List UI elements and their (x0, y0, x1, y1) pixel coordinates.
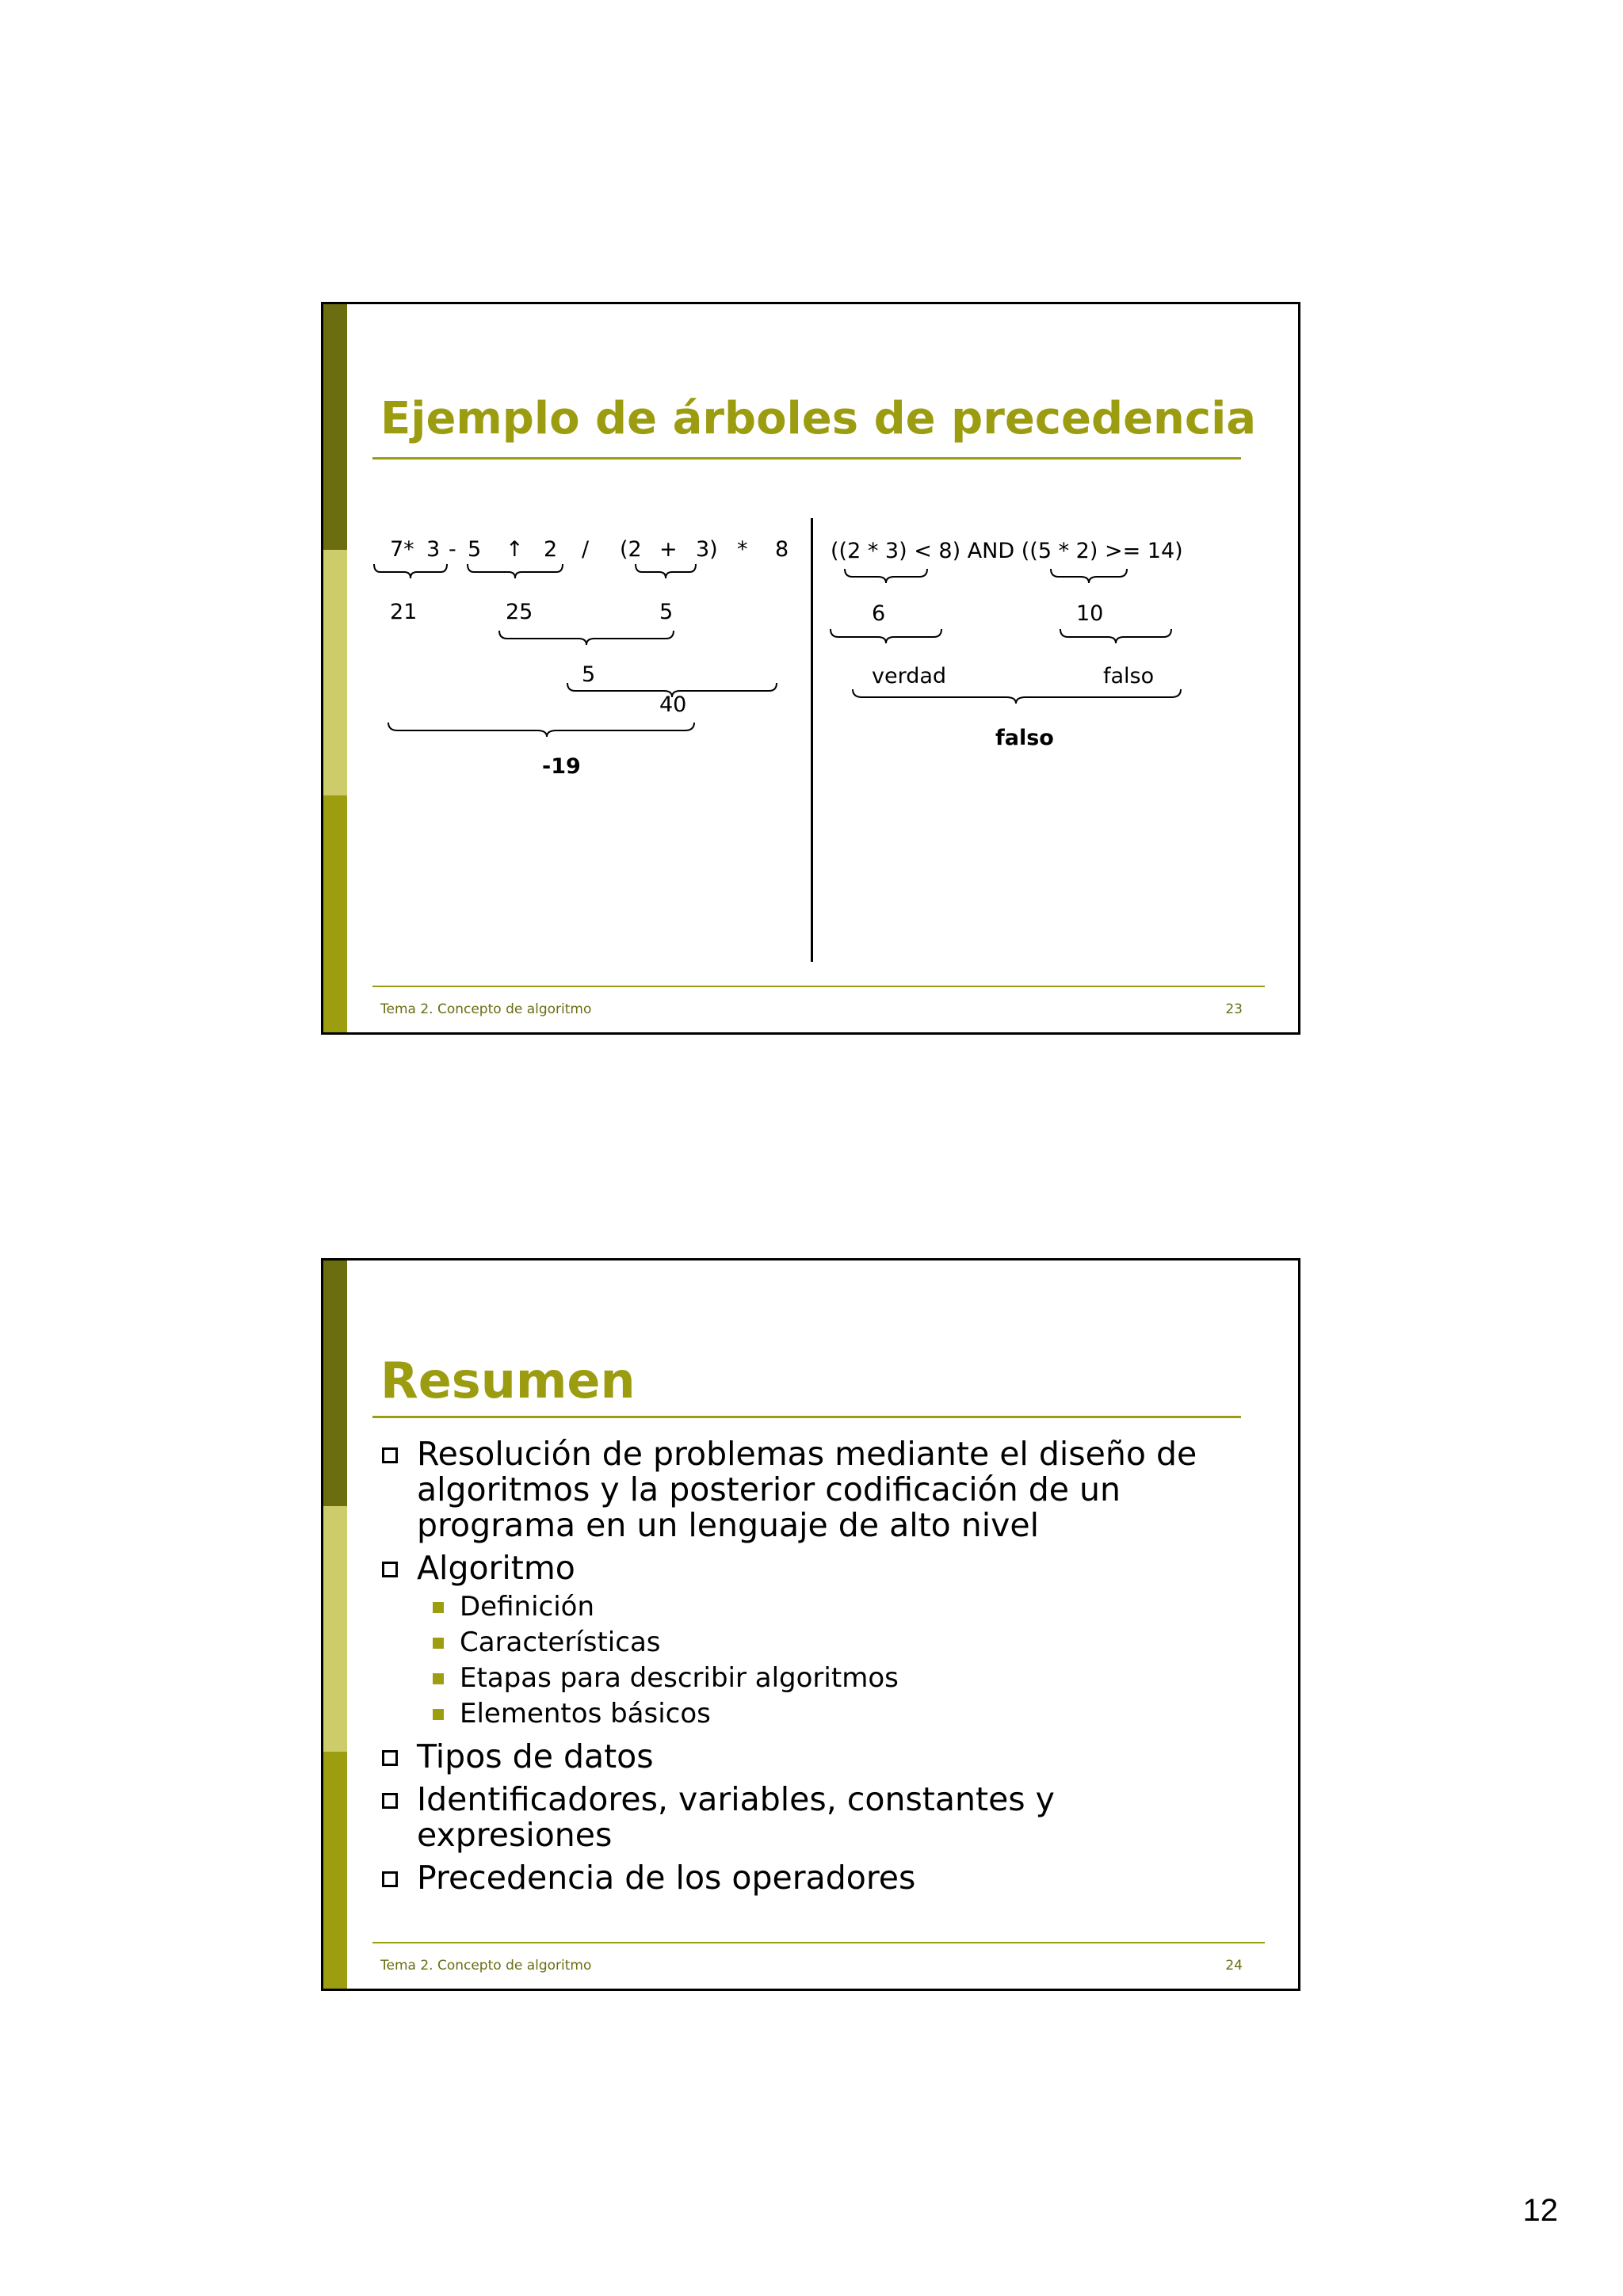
filled-square-bullet-icon (433, 1602, 444, 1613)
partial-result: 25 (506, 600, 533, 624)
expr-token: + (659, 537, 678, 562)
slide-number: 24 (1225, 1958, 1243, 1974)
slide-number: 23 (1225, 1001, 1243, 1017)
slide-title: Ejemplo de árboles de precedencia (380, 393, 1257, 444)
sub-list-item: Definición (417, 1589, 1249, 1625)
list-item: Tipos de datos (380, 1739, 1249, 1775)
precedence-braces (323, 304, 1300, 1035)
expr-token: 5 (468, 537, 482, 562)
slide-footer: Tema 2. Concepto de algoritmo (380, 1958, 592, 1974)
logical-expression: ((2 * 3) < 8) AND ((5 * 2) >= 14) (831, 539, 1183, 563)
partial-result: 40 (659, 692, 687, 717)
filled-square-bullet-icon (433, 1673, 444, 1684)
partial-result: 10 (1076, 601, 1104, 626)
list-item: Algoritmo Definición Características Etapas para describir algoritmos Elementos básicos (380, 1550, 1249, 1732)
expr-token: 3 (426, 537, 441, 562)
footer-rule (372, 1942, 1265, 1943)
slide-side-bar (323, 1261, 347, 1989)
expr-token: * (737, 537, 748, 562)
list-item: Identificadores, variables, constantes y expresiones (380, 1782, 1249, 1853)
square-bullet-icon (382, 1562, 398, 1577)
list-item: Precedencia de los operadores (380, 1860, 1249, 1896)
title-underline (372, 1416, 1241, 1418)
slide-footer: Tema 2. Concepto de algoritmo (380, 1001, 592, 1017)
expr-token: 2 (544, 537, 558, 562)
sub-list (417, 1589, 1249, 1732)
partial-result: 21 (390, 600, 418, 624)
expr-token: - (449, 537, 456, 562)
partial-result: verdad (872, 664, 947, 688)
partial-result: falso (1103, 664, 1155, 688)
sub-list-item: Características (417, 1625, 1249, 1661)
slide-title: Resumen (380, 1352, 636, 1409)
filled-square-bullet-icon (433, 1638, 444, 1649)
slide-23 (321, 302, 1300, 1035)
expr-token: 3) (696, 537, 718, 562)
partial-result: 5 (582, 662, 596, 687)
filled-square-bullet-icon (433, 1709, 444, 1720)
footer-rule (372, 986, 1265, 987)
square-bullet-icon (382, 1871, 398, 1887)
partial-result: 6 (872, 601, 886, 626)
page-number: 12 (1522, 2193, 1558, 2228)
expr-token: / (582, 537, 590, 562)
square-bullet-icon (382, 1447, 398, 1463)
square-bullet-icon (382, 1793, 398, 1809)
square-bullet-icon (382, 1750, 398, 1766)
sub-list-item: Etapas para describir algoritmos (417, 1661, 1249, 1696)
expr-token: 8 (775, 537, 789, 562)
partial-result: 5 (659, 600, 674, 624)
final-result: falso (995, 726, 1054, 750)
power-operator-icon: ↑ (506, 537, 524, 562)
final-result: -19 (542, 754, 581, 779)
list-item: Resolución de problemas mediante el diseño de algoritmos y la posterior codificación de un programa en un lenguaje de alto nivel (380, 1436, 1249, 1543)
summary-list (380, 1436, 1249, 1903)
expr-token: (2 (620, 537, 642, 562)
sub-list-item: Elementos básicos (417, 1696, 1249, 1732)
slide-24 (321, 1258, 1300, 1991)
expr-token: 7* (390, 537, 414, 562)
